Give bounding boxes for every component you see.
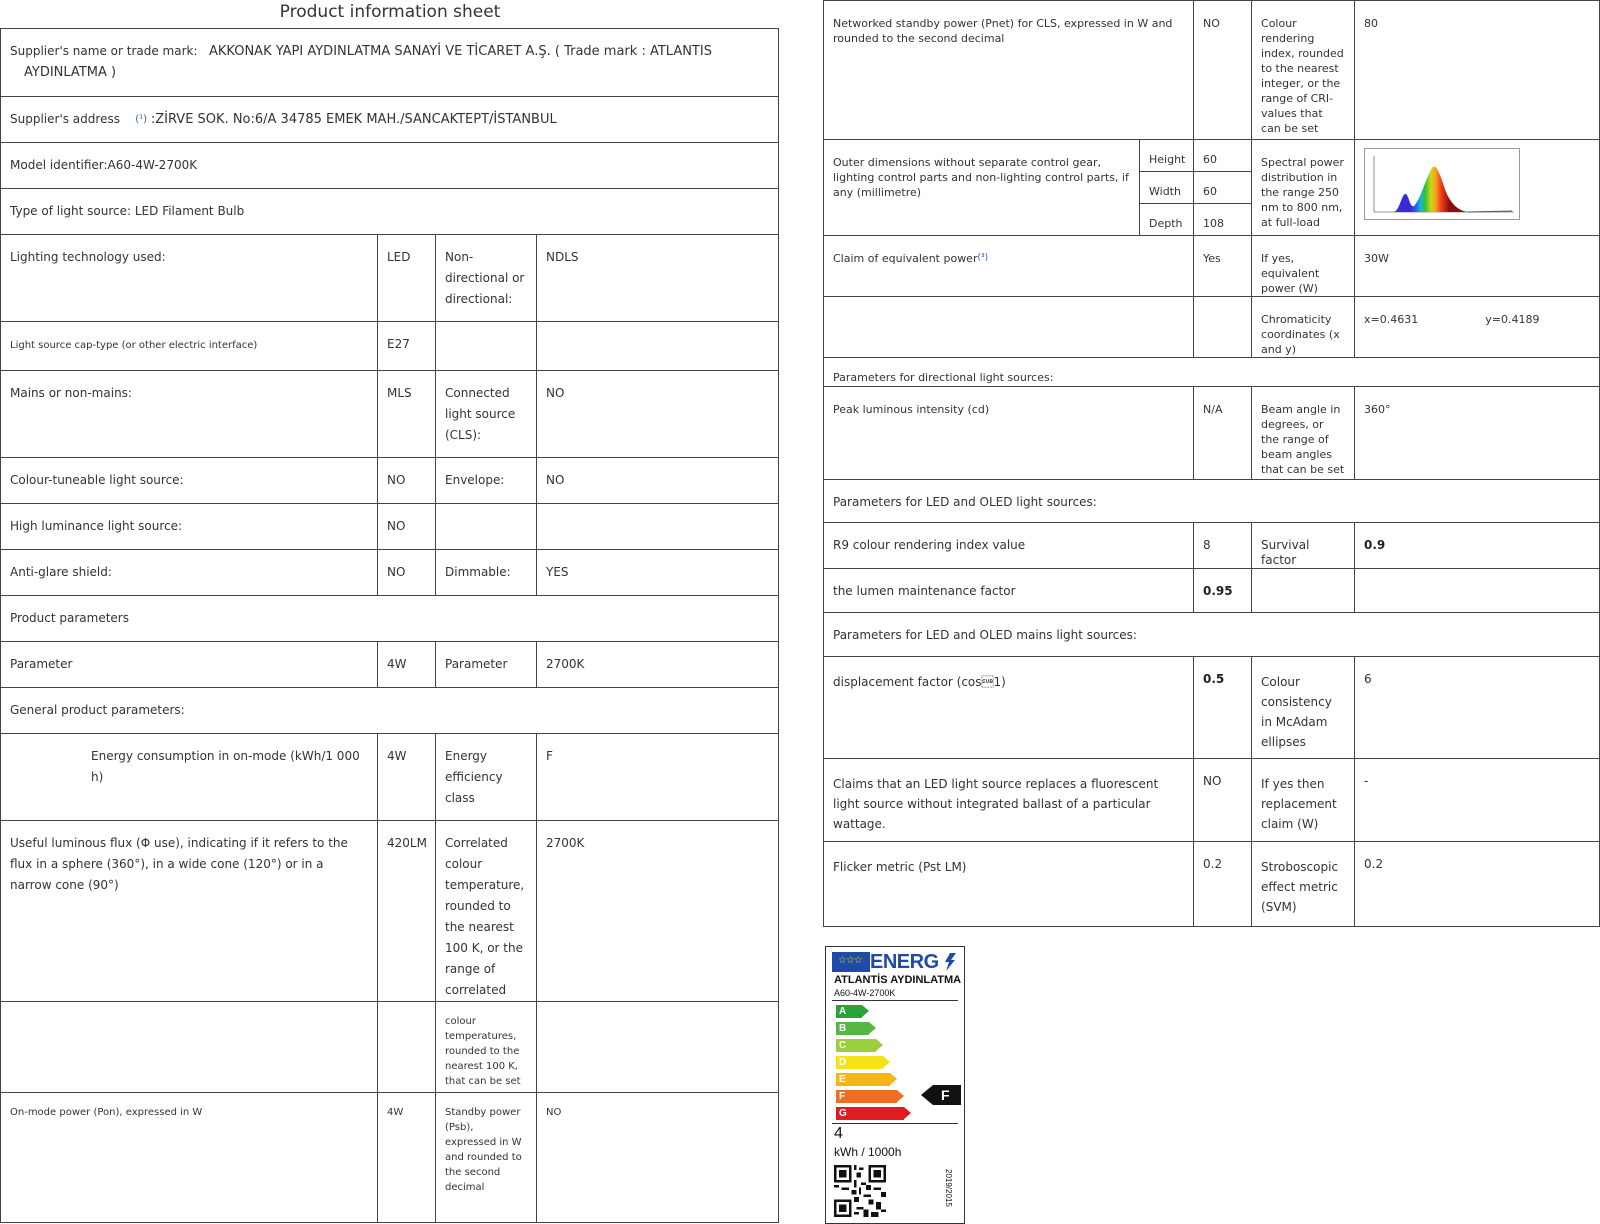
useful-flux-label: Useful luminous flux (Φ use), indicating if it refers to the flux in a sphere (360°), in a wide cone (120°) or in a narrow cone (90°) [1, 821, 378, 1002]
cct-cont-label: colour temperatures, rounded to the nearest 100 K, that can be set [436, 1002, 537, 1093]
replacement-value: - [1355, 759, 1600, 842]
qr-code[interactable] [834, 1165, 886, 1217]
cap-type-label: Light source cap-type (or other electric interface) [1, 322, 378, 371]
regulation-number: 2019/2015 [944, 1169, 953, 1207]
colour-tuneable-value: NO [378, 458, 436, 504]
envelope-value: NO [537, 458, 779, 504]
supplier-address-value: :ZİRVE SOK. No:6/A 34785 EMEK MAH./SANCAKTEPT/İSTANBUL [150, 112, 557, 127]
energy-label-model: A60-4W-2700K [834, 988, 896, 998]
param1-value: 4W [378, 642, 436, 688]
anti-glare-value: NO [378, 550, 436, 596]
product-params-heading: Product parameters [1, 596, 779, 642]
supplier-address-label: Supplier's address [10, 112, 120, 126]
fluorescent-claim-value: NO [1194, 759, 1252, 842]
dimensions-label: Outer dimensions without separate control gear, lighting control parts and non-lighting control parts, if any (millimetre) [824, 140, 1140, 236]
energy-class-letter: B [839, 1023, 847, 1034]
peak-intensity-row [824, 387, 1600, 480]
lighting-tech-label: Lighting technology used: [1, 235, 378, 322]
directional-params-heading: Parameters for directional light sources: [824, 358, 1600, 387]
high-luminance-value: NO [378, 504, 436, 550]
light-source-type-row [1, 189, 779, 235]
chromaticity-y: y=0.4189 [1485, 313, 1540, 326]
footnote-link[interactable]: (¹) [135, 114, 148, 125]
energy-class-letter: A [839, 1006, 847, 1017]
param2-value: 2700K [537, 642, 779, 688]
energy-label-title: ENERG [870, 951, 939, 973]
r9-row [824, 523, 1600, 569]
on-mode-power-row [1, 1093, 779, 1223]
height-label: Height [1140, 140, 1194, 172]
rating-arrow [921, 1085, 961, 1105]
dimmable-label: Dimmable: [436, 550, 537, 596]
param1-label: Parameter [1, 642, 378, 688]
energy-label-brand: ATLANTİS AYDINLATMA [834, 974, 962, 986]
footnote-link-3[interactable]: (³) [977, 253, 989, 263]
net-standby-row [824, 1, 1600, 140]
spectral-power-chart [1364, 148, 1520, 220]
stroboscopic-value: 0.2 [1355, 842, 1600, 927]
equiv-power-label: Claim of equivalent power [833, 252, 978, 265]
energy-label-header [832, 952, 958, 972]
supplier-name-value-cont: AYDINLATMA ) [24, 65, 117, 80]
right-info-table [823, 0, 1600, 927]
anti-glare-row [1, 550, 779, 596]
lumen-maint-label: the lumen maintenance factor [824, 569, 1194, 613]
kwh-value: 4 [834, 1125, 843, 1142]
flicker-row [824, 842, 1600, 927]
supplier-address-row [1, 97, 779, 143]
flicker-label: Flicker metric (Pst LM) [824, 842, 1194, 927]
led-mains-params-row [824, 613, 1600, 657]
param2-label: Parameter [436, 642, 537, 688]
standby-label: Standby power (Psb), expressed in W and rounded to the second decimal [436, 1093, 537, 1223]
fluorescent-claim-label: Claims that an LED light source replaces a fluorescent light source without integrated ballast of a particular wattage. [824, 759, 1194, 842]
on-mode-power-value: 4W [378, 1093, 436, 1223]
width-label: Width [1140, 172, 1194, 204]
light-source-type: Type of light source: LED Filament Bulb [1, 189, 779, 235]
net-standby-value: NO [1194, 1, 1252, 140]
survival-value: 0.9 [1355, 523, 1600, 569]
high-luminance-row [1, 504, 779, 550]
stroboscopic-label: Stroboscopic effect metric (SVM) [1252, 842, 1355, 927]
equiv-power-row [824, 236, 1600, 297]
height-value: 60 [1194, 140, 1252, 172]
displacement-row [824, 657, 1600, 759]
cri-label: Colour rendering index, rounded to the nearest integer, or the range of CRI-values that can be set [1252, 1, 1355, 140]
chromaticity-x: x=0.4631 [1364, 313, 1419, 326]
cls-value: NO [537, 371, 779, 458]
divider [832, 1123, 958, 1124]
cls-label: Connected light source (CLS): [436, 371, 537, 458]
equiv-if-yes-label: If yes, equivalent power (W) [1252, 236, 1355, 297]
colour-consistency-value: 6 [1355, 657, 1600, 759]
useful-flux-value: 420LM [378, 821, 436, 1002]
r9-label: R9 colour rendering index value [824, 523, 1194, 569]
lightning-icon [944, 953, 956, 971]
directional-label: Non-directional or directional: [436, 235, 537, 322]
directional-value: NDLS [537, 235, 779, 322]
survival-label: Survival factor [1252, 523, 1355, 569]
displacement-label: displacement factor (cos1) [824, 657, 1194, 759]
energy-class-letter: C [839, 1040, 847, 1051]
anti-glare-label: Anti-glare shield: [1, 550, 378, 596]
energy-label [825, 946, 965, 1224]
energy-class-letter: G [839, 1108, 847, 1119]
colour-tuneable-row [1, 458, 779, 504]
energy-class-label: Energy efficiency class [436, 734, 537, 821]
peak-intensity-value: N/A [1194, 387, 1252, 480]
supplier-name-label: Supplier's name or trade mark: [10, 44, 198, 58]
divider [832, 1000, 958, 1001]
supplier-name-value: AKKONAK YAPI AYDINLATMA SANAYİ VE TİCARET A.Ş. ( Trade mark : ATLANTIS [208, 44, 712, 59]
high-luminance-label: High luminance light source: [1, 504, 378, 550]
colour-consistency-label: Colour consistency in McAdam ellipses [1252, 657, 1355, 759]
cap-type-value: E27 [378, 322, 436, 371]
spd-chart-cell [1355, 140, 1600, 236]
depth-value: 108 [1194, 204, 1252, 236]
displacement-value: 0.5 [1194, 657, 1252, 759]
envelope-label: Envelope: [436, 458, 537, 504]
lighting-tech-row [1, 235, 779, 322]
product-params-row [1, 596, 779, 642]
directional-params-row [824, 358, 1600, 387]
beam-angle-label: Beam angle in degrees, or the range of beam angles that can be set [1252, 387, 1355, 480]
net-standby-label: Networked standby power (Pnet) for CLS, expressed in W and rounded to the second decimal [824, 1, 1194, 140]
energy-consumption-row [1, 734, 779, 821]
spd-label: Spectral power distribution in the range 250 nm to 800 nm, at full-load [1252, 140, 1355, 236]
chromaticity-row [824, 297, 1600, 358]
lighting-tech-value: LED [378, 235, 436, 322]
standby-value: NO [537, 1093, 779, 1223]
left-info-table [0, 28, 779, 1223]
flicker-value: 0.2 [1194, 842, 1252, 927]
parameter-row [1, 642, 779, 688]
r9-value: 8 [1194, 523, 1252, 569]
dimensions-row [824, 140, 1600, 172]
equiv-if-yes-value: 30W [1355, 236, 1600, 297]
mains-row [1, 371, 779, 458]
model-identifier-row [1, 143, 779, 189]
led-params-row [824, 480, 1600, 523]
cri-value: 80 [1355, 1, 1600, 140]
colour-tuneable-label: Colour-tuneable light source: [1, 458, 378, 504]
energy-class-letter: D [839, 1057, 847, 1068]
general-params-row [1, 688, 779, 734]
page-title: Product information sheet [279, 2, 501, 22]
led-params-heading: Parameters for LED and OLED light sources: [824, 480, 1600, 523]
replacement-label: If yes then replacement claim (W) [1252, 759, 1355, 842]
cct-value: 2700K [537, 821, 779, 1002]
depth-label: Depth [1140, 204, 1194, 236]
useful-flux-row [1, 821, 779, 1002]
energy-consumption-value: 4W [378, 734, 436, 821]
lumen-maint-row [824, 569, 1600, 613]
energy-class-letter: F [839, 1091, 846, 1102]
eu-flag-icon: ☆☆☆ [832, 952, 870, 972]
fluorescent-claim-row [824, 759, 1600, 842]
mains-value: MLS [378, 371, 436, 458]
rating-letter: F [941, 1087, 950, 1103]
energy-consumption-label: Energy consumption in on-mode (kWh/1 000 h) [1, 734, 378, 821]
kwh-unit: kWh / 1000h [834, 1145, 902, 1159]
cap-type-row [1, 322, 779, 371]
chromaticity-label: Chromaticity coordinates (x and y) [1252, 297, 1355, 358]
mains-label: Mains or non-mains: [1, 371, 378, 458]
width-value: 60 [1194, 172, 1252, 204]
led-mains-params-heading: Parameters for LED and OLED mains light sources: [824, 613, 1600, 657]
dimmable-value: YES [537, 550, 779, 596]
cct-cont-row [1, 1002, 779, 1093]
equiv-power-value: Yes [1194, 236, 1252, 297]
model-identifier: Model identifier:A60-4W-2700K [1, 143, 779, 189]
energy-class-value: F [537, 734, 779, 821]
energy-class-letter: E [839, 1074, 846, 1085]
supplier-name-row [1, 29, 779, 97]
lumen-maint-value: 0.95 [1194, 569, 1252, 613]
general-params-heading: General product parameters: [1, 688, 779, 734]
on-mode-power-label: On-mode power (Pon), expressed in W [1, 1093, 378, 1223]
cct-label: Correlated colour temperature, rounded to the nearest 100 K, or the range of correlated [436, 821, 537, 1002]
peak-intensity-label: Peak luminous intensity (cd) [824, 387, 1194, 480]
beam-angle-value: 360° [1355, 387, 1600, 480]
